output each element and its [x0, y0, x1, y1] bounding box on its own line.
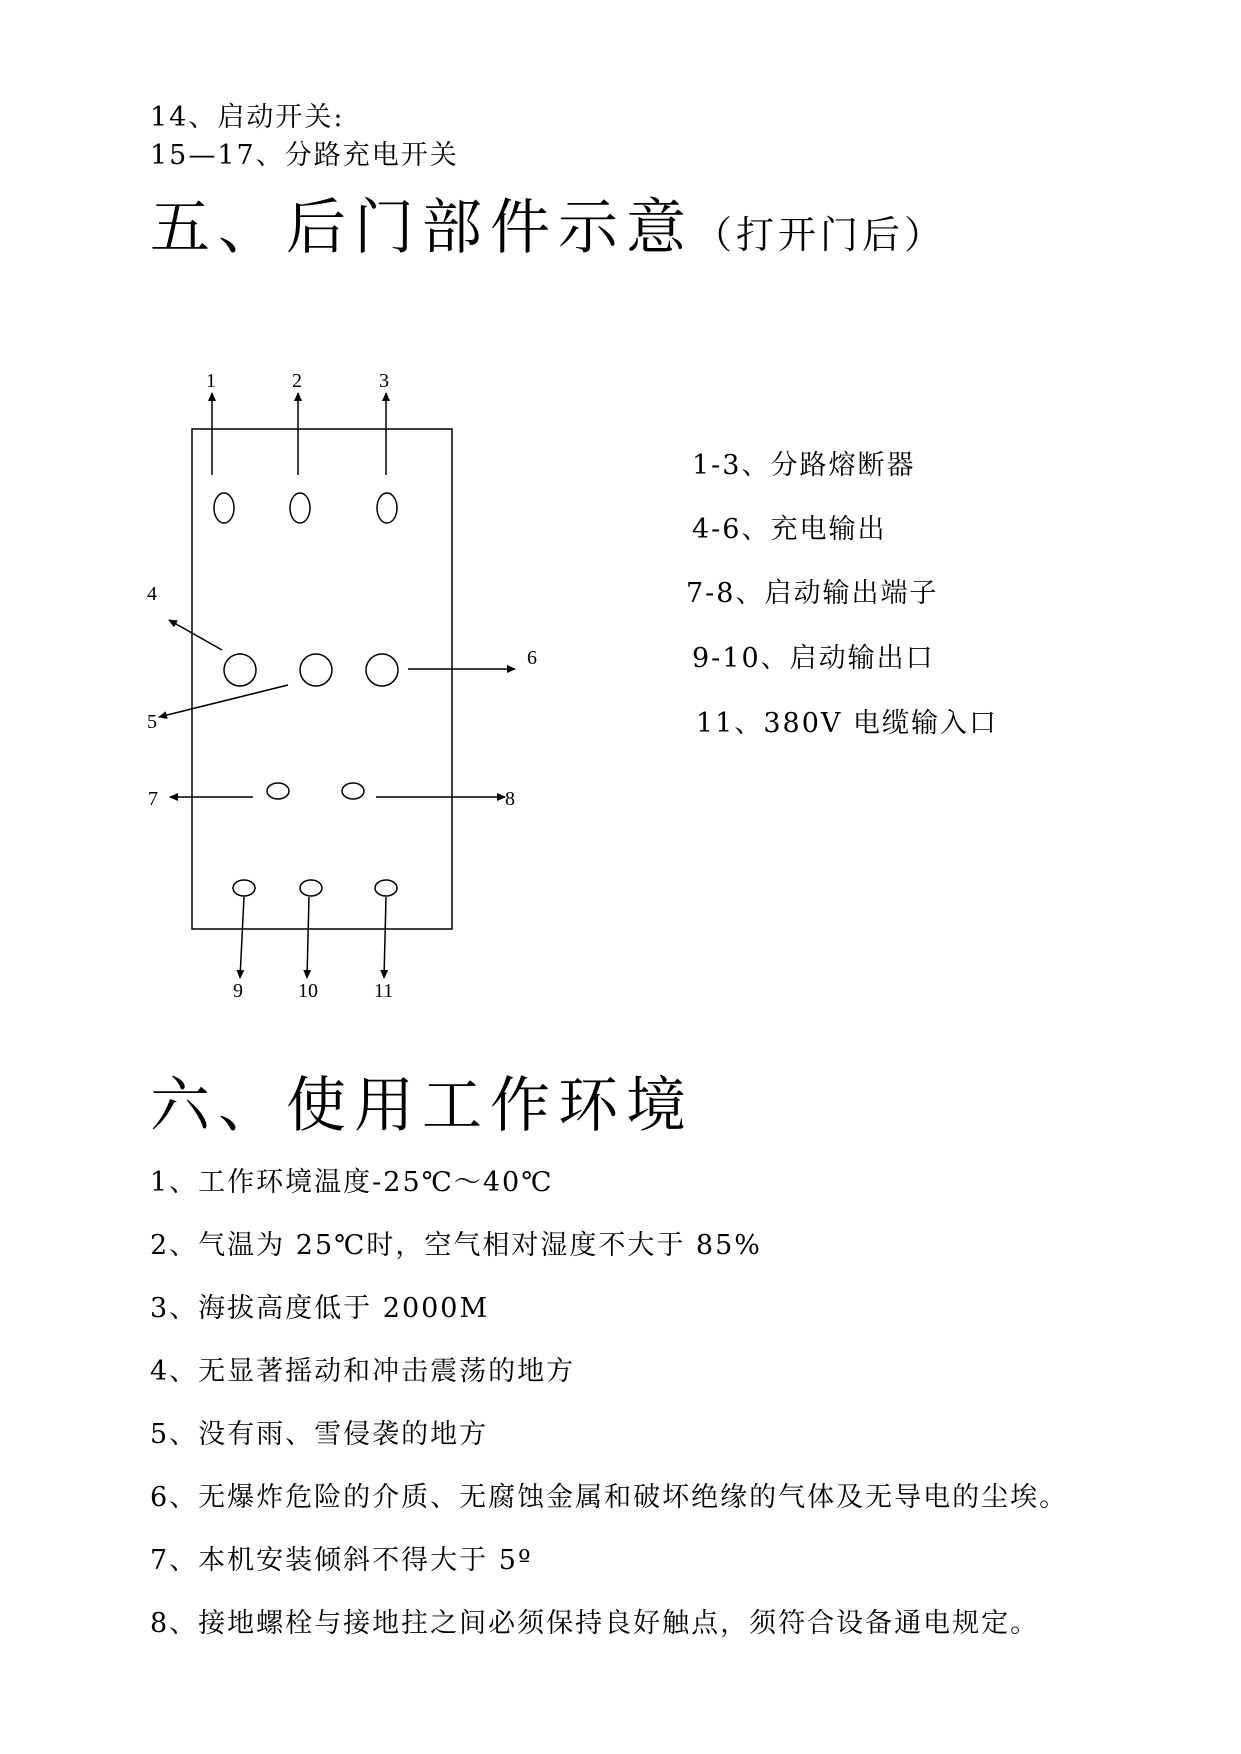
- env-item-8: 8、接地螺栓与接地拄之间必须保持良好触点，须符合设备通电规定。: [150, 1608, 1040, 1639]
- env-item-7: 7、本机安装倾斜不得大于 5º: [150, 1545, 533, 1576]
- diagram-label-2: 2: [292, 370, 302, 392]
- section5-title: 五、后门部件示意: [150, 193, 694, 263]
- arrow-4: [169, 620, 222, 650]
- start-port-9: [233, 880, 255, 896]
- cable-inlet-11: [375, 880, 397, 896]
- start-port-10: [300, 880, 322, 896]
- diagram-label-4: 4: [147, 583, 157, 605]
- charge-output-5: [300, 654, 332, 686]
- legend-item-9-10: 9-10、启动输出口: [692, 643, 935, 674]
- top-item-15-17: 15—17、分路充电开关: [150, 140, 459, 171]
- env-item-5: 5、没有雨、雪侵袭的地方: [150, 1419, 489, 1450]
- arrow-5: [159, 685, 288, 717]
- fuse-3: [377, 493, 397, 523]
- legend-item-1-3: 1-3、分路熔断器: [692, 450, 916, 481]
- charge-output-4: [224, 654, 256, 686]
- env-item-1: 1、工作环境温度-25℃～40℃: [150, 1167, 554, 1198]
- legend-item-7-8: 7-8、启动输出端子: [686, 578, 939, 609]
- diagram-label-10: 10: [298, 980, 318, 1002]
- diagram-label-5: 5: [147, 711, 157, 733]
- diagram-label-7: 7: [148, 788, 158, 810]
- fuse-2: [290, 493, 310, 523]
- diagram-label-11: 11: [374, 980, 394, 1002]
- diagram-label-9: 9: [233, 980, 243, 1002]
- env-item-4: 4、无显著摇动和冲击震荡的地方: [150, 1356, 576, 1387]
- diagram-label-6: 6: [527, 647, 537, 669]
- arrow-10: [307, 897, 309, 978]
- charge-output-6: [366, 654, 398, 686]
- section6-title: 六、使用工作环境: [150, 1071, 694, 1141]
- env-item-2: 2、气温为 25℃时，空气相对湿度不大于 85%: [150, 1230, 762, 1261]
- start-terminal-8: [342, 783, 364, 799]
- env-item-6: 6、无爆炸危险的介质、无腐蚀金属和破坏绝缘的气体及无导电的尘埃。: [150, 1482, 1069, 1513]
- diagram-label-3: 3: [379, 370, 389, 392]
- legend-item-11: 11、380V 电缆输入口: [696, 708, 998, 739]
- start-terminal-7: [267, 783, 289, 799]
- section5-subtitle: （打开门后）: [694, 213, 947, 257]
- arrow-11: [384, 897, 386, 978]
- diagram-label-8: 8: [505, 788, 515, 810]
- diagram-label-1: 1: [206, 370, 216, 392]
- cabinet-frame: [192, 429, 452, 929]
- fuse-1: [214, 493, 234, 523]
- env-item-3: 3、海拔高度低于 2000M: [150, 1293, 490, 1324]
- top-item-14: 14、启动开关:: [150, 102, 345, 133]
- legend-item-4-6: 4-6、充电输出: [692, 514, 887, 545]
- arrow-9: [240, 897, 244, 978]
